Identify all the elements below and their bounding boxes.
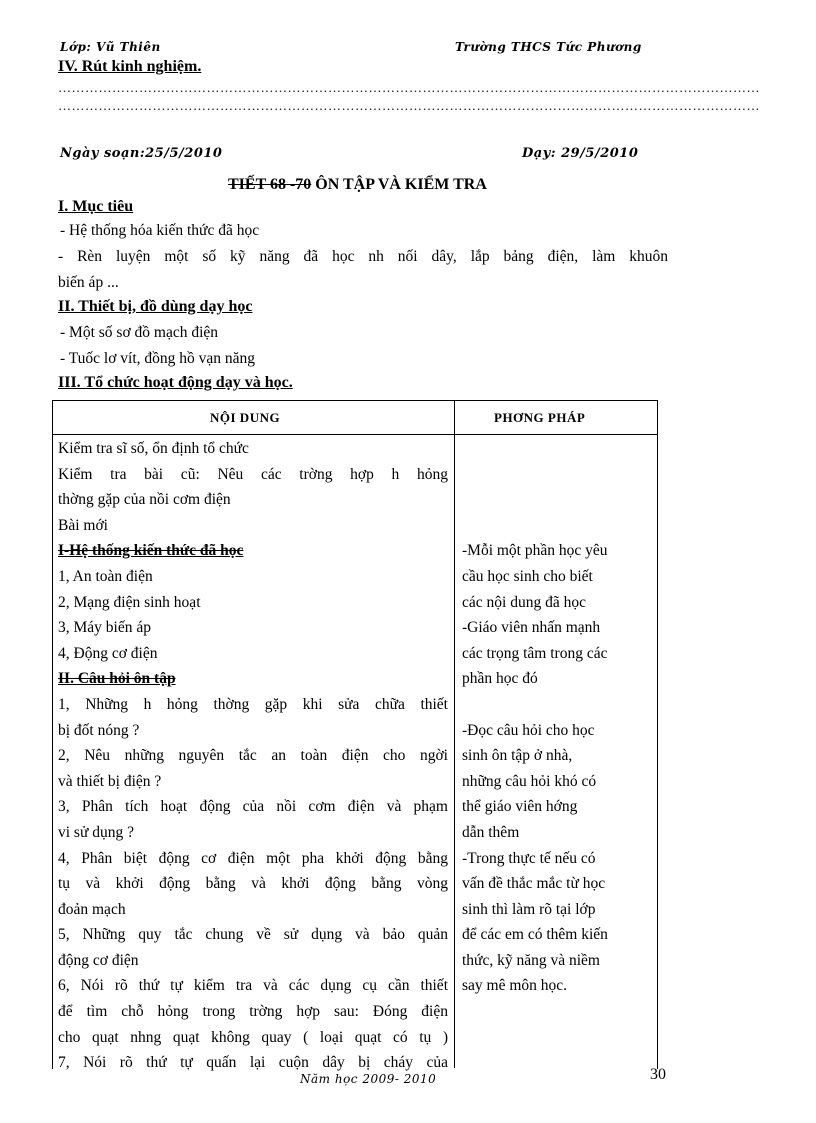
content-line: đoản mạch (58, 900, 126, 918)
content-line: 7, Nói rõ thứ tự quấn lại cuộn dây bị cháy của (58, 1054, 448, 1072)
header-divider (52, 434, 657, 435)
method-line: dẫn thêm (462, 823, 520, 841)
method-line: sinh ôn tập ở nhà, (462, 747, 573, 765)
section-iv-heading: IV. Rút kinh nghiệm. (58, 58, 202, 75)
content-line: 2, Nêu những nguyên tắc an toàn điện cho ngời (58, 747, 448, 765)
equipment-item: - Một số sơ đồ mạch điện (60, 324, 219, 341)
method-line: -Giáo viên nhấn mạnh (462, 619, 601, 637)
content-line: 1, An toàn điện (58, 567, 153, 585)
objective-item: - Rèn luyện một số kỹ năng đã học nh nối dây, lắp bảng điện, làm khuôn (58, 248, 668, 265)
method-line (462, 487, 652, 513)
equipment-item: - Tuốc lơ vít, đồng hồ vạn năng (60, 350, 256, 367)
method-line: -Trong thực tế nếu có (462, 849, 596, 867)
content-line: vi sử dụng ? (58, 823, 134, 841)
content-line: 1, Những h hỏng thờng gặp khi sửa chữa thiết (58, 695, 448, 713)
content-line: cho quạt nhng quạt không quay ( loại quạt có tụ ) (58, 1028, 448, 1046)
content-line: và thiết bị điện ? (58, 772, 162, 790)
method-line: để các em có thêm kiến (462, 926, 608, 944)
objective-item: - Hệ thống hóa kiến thức đã học (60, 222, 260, 239)
content-line: 3, Máy biến áp (58, 619, 151, 637)
method-line: các trọng tâm trong các (462, 644, 608, 662)
method-line: vấn đề thắc mắc từ học (462, 875, 606, 893)
activities-heading: III. Tổ chức hoạt động dạy và học. (58, 374, 293, 391)
content-line: 3, Phân tích hoạt động của nồi cơm điện và phạm (58, 798, 448, 816)
content-line: 5, Những quy tắc chung về sử dụng và bảo quản (58, 926, 448, 944)
objectives-heading: I. Mục tiêu (58, 198, 134, 215)
method-line (462, 462, 652, 488)
footer-year: Năm học 2009- 2010 (300, 1072, 437, 1086)
method-line: say mê môn học. (462, 977, 568, 995)
method-line (462, 513, 652, 539)
content-line: để tìm chỗ hỏng trong trờng hợp sau: Đóng điện (58, 1003, 448, 1021)
dotted-line: ………………………………………………………………………………………………………………………………………… (58, 80, 760, 95)
lesson-title-text: ÔN TẬP VÀ KIỂM TRA (311, 176, 487, 193)
teach-date: Dạy: 29/5/2010 (522, 146, 639, 161)
method-line: cầu học sinh cho biết (462, 567, 593, 585)
content-line: Bài mới (58, 516, 108, 534)
content-line: 4, Động cơ điện (58, 644, 158, 662)
page-number: 30 (650, 1066, 666, 1083)
content-line: thờng gặp của nồi cơm điện (58, 491, 231, 509)
dotted-line: ………………………………………………………………………………………………………………………………………… (58, 98, 760, 113)
method-line: các nội dung đã học (462, 593, 586, 611)
method-column (462, 436, 652, 999)
content-line: 2, Mạng điện sinh hoạt (58, 593, 201, 611)
header-school: Trường THCS Tức Phương (455, 40, 642, 54)
content-line: 6, Nói rõ thứ tự kiểm tra và các dụng cụ cần thiết (58, 977, 448, 995)
col-header-content: NỘI DUNG (210, 410, 281, 425)
column-divider (454, 400, 455, 1068)
objective-item-cont: biến áp ... (58, 274, 119, 291)
method-line: những câu hỏi khó có (462, 772, 597, 790)
method-line (462, 436, 652, 462)
content-section-heading: I-Hệ thống kiến thức đã học (58, 542, 244, 560)
content-section-heading: II. Câu hỏi ôn tập (58, 670, 176, 688)
content-line: tụ và khởi động bằng và khởi động bằng vòng (58, 875, 448, 893)
equipment-heading: II. Thiết bị, đồ dùng dạy học (58, 298, 253, 315)
content-line: động cơ điện (58, 951, 139, 969)
method-line: -Đọc câu hỏi cho học (462, 721, 595, 739)
method-line: thể giáo viên hớng (462, 798, 578, 816)
method-line (462, 692, 652, 718)
content-line: 4, Phân biệt động cơ điện một pha khởi động bằng (58, 849, 448, 867)
header-author: Lớp: Vũ Thiên (60, 40, 161, 54)
content-line: Kiểm tra sĩ số, ổn định tổ chức (58, 440, 249, 457)
method-line: phần học đó (462, 670, 538, 688)
content-column (58, 436, 448, 1076)
prep-date: Ngày soạn:25/5/2010 (60, 146, 223, 161)
col-header-method: PHƠNG PHÁP (494, 410, 586, 425)
method-line: -Mỗi một phần học yêu (462, 542, 608, 560)
method-line: sinh thì làm rõ tại lớp (462, 900, 596, 918)
method-line: thức, kỹ năng và niềm (462, 951, 600, 969)
lesson-title-struck: TIẾT 68 -70 (228, 176, 312, 193)
lesson-title (228, 176, 487, 194)
content-line: Kiểm tra bài cũ: Nêu các trờng hợp h hỏng (58, 465, 448, 483)
content-line: bị đốt nóng ? (58, 721, 140, 739)
